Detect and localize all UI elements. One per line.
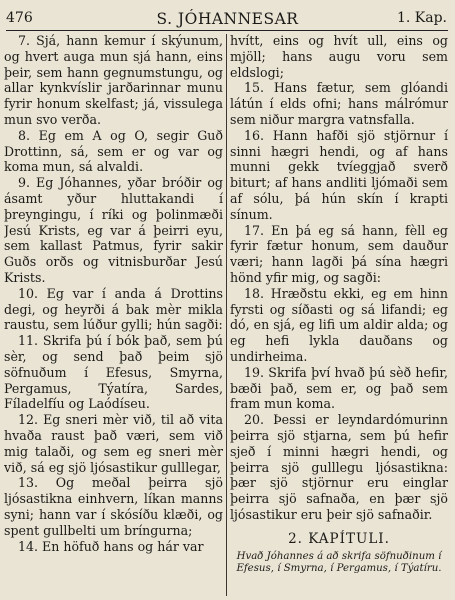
verse-20: 20. Þessi er leyndardómurinn þeirra sjö stjarna, sem þú hefir sjeð í minni hægri hendi, og þeirra sjö gulllegu ljósastikna: þær sjö stjörnur eru einglar þeirra sjö safnaða, en þær sjö ljósastikur eru þeir sjö safnaðir.	[230, 412, 448, 522]
right-column	[230, 33, 448, 598]
verse-14-start: 14. En höfuð hans og hár var	[18, 538, 204, 554]
book-title: S. JÓHANNESAR	[156, 10, 299, 28]
verse-13: 13. Og meðal þeirra sjö ljósastikna einhvern, líkan manns syni; hann var í skósíðu klæði, og spent gullbelti um bríngurna;	[4, 475, 223, 538]
verse-7: 7. Sjá, hann kemur í skýunum, og hvert auga mun sjá hann, eins þeir, sem hann gegnumstungu, og allar kynkvíslir jarðarinnar munu fyrir honum skelfast; já, vissulega mun svo verða.	[4, 33, 223, 127]
verse-19: 19. Skrifa því hvað þú sèð hefir, bæði það, sem er, og það sem fram mun koma.	[230, 364, 448, 412]
verse-15: 15. Hans fætur, sem glóandi látún í elds ofni; hans málrómur sem niður margra vatnsfalla.	[230, 80, 448, 127]
verse-8: 8. Eg em A og O, segir Guð Drottinn, sá, sem er og var og koma mun, sá alvaldi.	[4, 127, 223, 175]
verse-14-continued: hvítt, eins og hvít ull, eins og mjöll; hans augu voru sem eldslogi;	[230, 33, 448, 80]
verse-9: 9. Eg Jóhannes, yðar bróðir og ásamt yður hluttakandi í þreyngingu, í ríki og þolinmæði Jesú Krists, eg var á þeirri eyu, sem kallast Patmus, fyrir sakir Guðs orðs og vitnisburðar Jesú Krists.	[4, 175, 223, 285]
verse-17: 17. En þá eg sá hann, fèll eg fyrir fætur honum, sem dauður væri; hann lagði þá sína hægri hönd yfir mig, og sagði:	[230, 222, 448, 285]
chapter-2-heading: 2. KAPÍTULI.	[288, 530, 390, 547]
verse-10: 10. Eg var í anda á Drottins degi, og heyrði á bak mèr mikla raustu, sem lúður gylli; hún sagði:	[4, 285, 223, 333]
header-rule	[6, 30, 448, 31]
chapter-reference: 1. Kap.	[396, 10, 447, 26]
verse-16: 16. Hann hafði sjö stjörnur í sinni hægri hendi, og af hans munni gekk tvíeggjað sverð biturt; af hans andliti ljómaði sem af sólu, þá hún skín í krapti sínum.	[230, 127, 448, 222]
verse-18: 18. Hræðstu ekki, eg em hinn fyrsti og síðasti og sá lifandi; eg dó, en sjá, eg lifi um aldir alda; og eg hefi lykla dauðans og undirheima.	[230, 285, 448, 364]
running-header	[0, 0, 455, 32]
column-divider	[226, 34, 227, 596]
verse-12: 12. Eg sneri mèr við, til að vita hvaða raust það væri, sem við mig talaði, og sem eg sneri mèr við, sá eg sjö ljósastikur gulllegar,	[4, 412, 223, 475]
chapter-2-summary: Hvað Jóhannes á að skrifa söfnuðinum í Efesus, í Smyrna, í Pergamus, í Týatíru.	[236, 550, 442, 574]
page-number: 476	[6, 10, 33, 26]
verse-11: 11. Skrifa þú í bók það, sem þú sèr, og send það þeim sjö söfnuðum í Efesus, Smyrna, Pergamus, Týatíra, Sardes, Fíladelfíu og Laódíseu.	[4, 333, 223, 412]
left-column	[4, 33, 223, 598]
